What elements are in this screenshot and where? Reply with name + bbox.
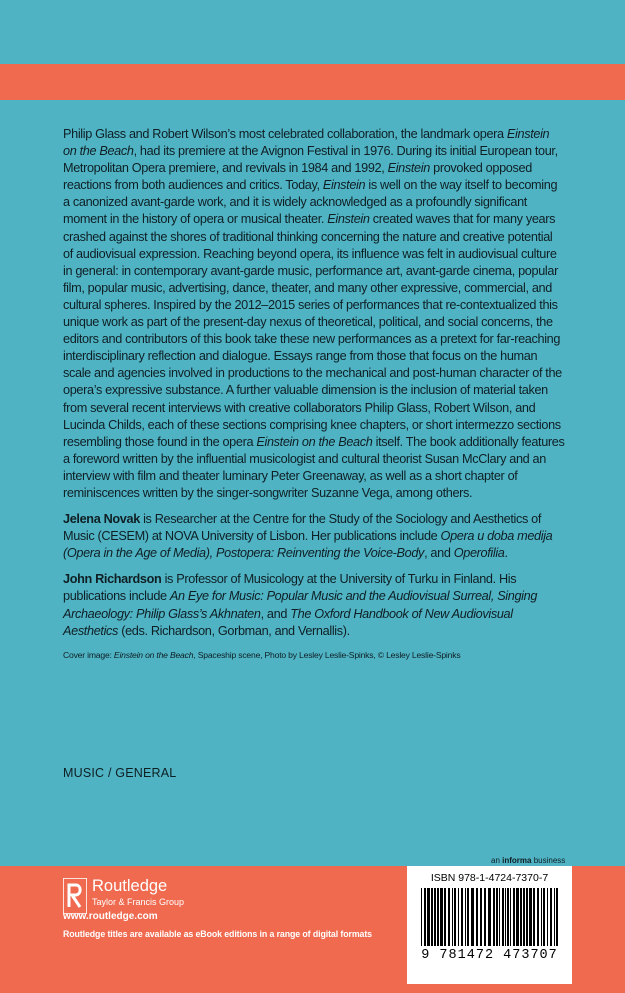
- barcode-bar: [434, 888, 436, 946]
- barcode-bar: [529, 888, 532, 946]
- barcode-box: [407, 866, 572, 984]
- ebook-note: Routledge titles are available as eBook editions in a range of digital formats: [63, 929, 372, 939]
- barcode-bar: [499, 888, 500, 946]
- barcode-bar: [424, 888, 426, 946]
- barcode-bar: [541, 888, 542, 946]
- barcode-bar: [465, 888, 466, 946]
- barcode-bar: [550, 888, 552, 946]
- barcode-bar: [513, 888, 515, 946]
- barcode-bar: [476, 888, 478, 946]
- back-cover-text: [63, 126, 565, 669]
- barcode-bar: [556, 888, 558, 946]
- barcode-bar: [488, 888, 491, 946]
- barcode-bar: [502, 888, 504, 946]
- barcode-bar: [461, 888, 463, 946]
- barcode-bar: [496, 888, 498, 946]
- barcode-digits: 9 781472 473707: [421, 948, 558, 963]
- barcode-bar: [523, 888, 525, 946]
- publisher-website[interactable]: www.routledge.com: [63, 911, 158, 922]
- barcode-bar: [454, 888, 456, 946]
- barcode-bar: [537, 888, 539, 946]
- publisher-name: Routledge: [92, 877, 168, 895]
- barcode-bar: [554, 888, 555, 946]
- barcode-bar: [444, 888, 446, 946]
- barcode-bar: [471, 888, 474, 946]
- barcode-bar: [440, 888, 443, 946]
- barcode-bar: [547, 888, 548, 946]
- top-color-band: [0, 64, 625, 100]
- barcode-bar: [516, 888, 519, 946]
- barcode-bar: [421, 888, 422, 946]
- barcode-bar: [452, 888, 453, 946]
- isbn-label: ISBN 978-1-4724-7370-7: [430, 872, 549, 884]
- subject-category: MUSIC / GENERAL: [63, 766, 177, 780]
- barcode-bar: [427, 888, 430, 946]
- barcode-bar: [431, 888, 433, 946]
- barcode-bar: [533, 888, 535, 946]
- barcode-bar: [493, 888, 495, 946]
- barcode-bars: [419, 888, 561, 946]
- publisher-group: Taylor & Francis Group: [92, 897, 185, 907]
- barcode-bar: [543, 888, 545, 946]
- barcode-bar: [484, 888, 486, 946]
- barcode-bar: [467, 888, 469, 946]
- barcode-bar: [510, 888, 511, 946]
- editor-bio-richardson: John Richardson is Professor of Musicology at the University of Turku in Finland. His publications include An Eye for Music: Popular Music and the Audiovisual Surreal, Singing Archaeology: Philip Glass’s Akhnaten, and The Oxford Handbook of New Audiovisual Aesthetics (eds. Richardson, Gorbman, and Vernallis).: [63, 572, 538, 638]
- barcode-bar: [480, 888, 482, 946]
- barcode-bar: [507, 888, 509, 946]
- barcode-bar: [437, 888, 439, 946]
- barcode-bar: [458, 888, 459, 946]
- barcode-bar: [526, 888, 528, 946]
- cover-image-credit: Cover image: Einstein on the Beach, Spaceship scene, Photo by Lesley Leslie-Spinks, © Lesley Leslie-Spinks: [63, 649, 461, 660]
- informa-business-label: an informa business: [491, 856, 566, 865]
- barcode-bar: [505, 888, 506, 946]
- routledge-logo-icon: [63, 878, 87, 914]
- barcode-bar: [448, 888, 450, 946]
- editor-bio-novak: Jelena Novak is Researcher at the Centre for the Study of the Sociology and Aesthetics of Music (CESEM) at NOVA University of Lisbon. Her publications include Opera u doba medija (Opera in the Age of Media), Postopera: Reinventing the Voice-Body, and Operofilia.: [63, 512, 553, 561]
- book-description: Philip Glass and Robert Wilson’s most celebrated collaboration, the landmark opera Einstein on the Beach, had its premiere at the Avignon Festival in 1976. During its initial European tour, Metropolitan Opera premiere, and revivals in 1984 and 1992, Einstein provoked opposed reactions from both audiences and critics. Today, Einstein is well on the way itself to becoming a canonized avant-garde work, and it is widely acknowledged as a profoundly significant moment in the history of opera or musical theater. Einstein created waves that for many years crashed against the shores of traditional thinking concerning the nature and creative potential of audiovisual expression. Reaching beyond opera, its influence was felt in audiovisual culture in general: in contemporary avant-garde music, performance art, avant-garde cinema, popular film, popular music, advertising, dance, theater, and many other expressive, commercial, and cultural spheres. Inspired by the 2012–2015 series of performances that re-contextualized this unique work as part of the present-day nexus of theoretical, political, and social concerns, the editors and contributors of this book take these new performances as a pretext for far-reaching interdisciplinary reflection and dialogue. Essays range from those that focus on the human scale and agencies involved in productions to the mechanical and post-human character of the opera’s expressive substance. A further valuable dimension is the inclusion of material taken from several recent interviews with creative collaborators Philip Glass, Robert Wilson, and Lucinda Childs, each of these sections comprising knee chapters, or short intermezzo sections resembling those found in the opera Einstein on the Beach itself. The book additionally features a foreword written by the influential musicologist and cultural theorist Susan McClary and an interview with film and theater luminary Peter Greenaway, as well as a short chapter of reminiscences written by the singer-songwriter Suzanne Vega, among others.: [63, 127, 565, 500]
- barcode-bar: [520, 888, 522, 946]
